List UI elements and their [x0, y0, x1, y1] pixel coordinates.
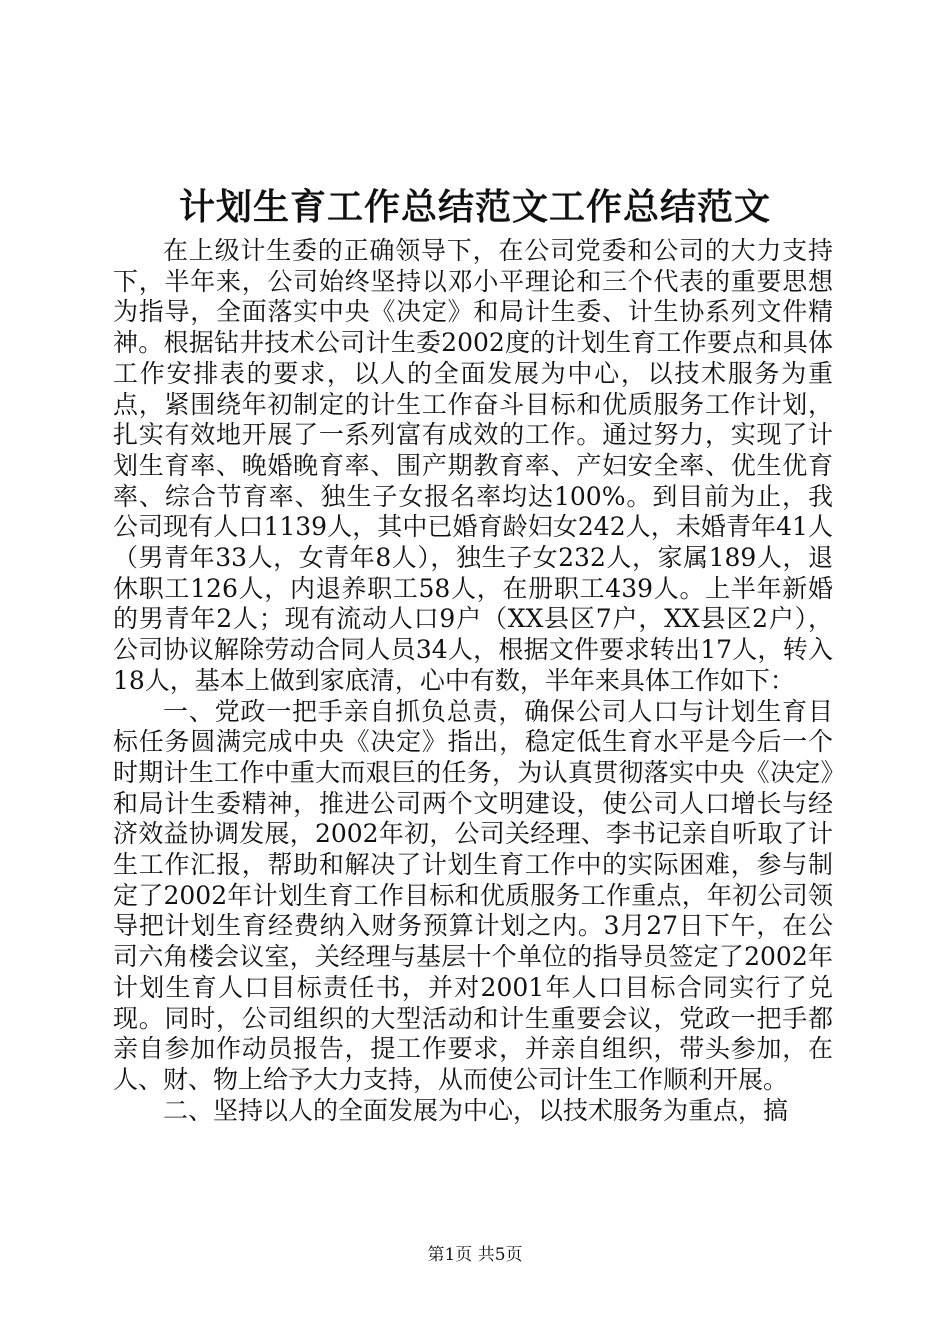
document-body: [113, 236, 833, 1126]
document-title: 计划生育工作总结范文工作总结范文: [178, 186, 771, 228]
page-footer: 第1页 共5页: [427, 1245, 523, 1265]
paragraph-section-two: 二、坚持以人的全面发展为中心，以技术服务为重点，搞: [163, 1095, 789, 1125]
paragraph-section-one: 一、党政一把手亲自抓负总责，确保公司人口与计划生育目标任务圆满完成中央《决定》指出，稳定低生育水平是今后一个时期计生工作中重大而艰巨的任务，为认真贯彻落实中央《决定》和局计生委精神，推进公司两个文明建设，使公司人口增长与经济效益协调发展，2002年初，公司关经理、李书记亲自听取了计生工作汇报，帮助和解决了计划生育工作中的实际困难，参与制定了2002年计划生育工作目标和优质服务工作重点，年初公司领导把计划生育经费纳入财务预算计划之内。3月27日下午，在公司六角楼会议室，关经理与基层十个单位的指导员签定了2002年计划生育人口目标责任书，并对2001年人口目标合同实行了兑现。同时，公司组织的大型活动和计生重要会议，党政一把手都亲自参加作动员报告，提工作要求，并亲自组织，带头参加，在人、财、物上给予大力支持，从而使公司计生工作顺利开展。: [113, 696, 833, 1094]
paragraph-intro: 在上级计生委的正确领导下，在公司党委和公司的大力支持下，半年来，公司始终坚持以邓小平理论和三个代表的重要思想为指导，全面落实中央《决定》和局计生委、计生协系列文件精神。根据钻井技术公司计生委2002度的计划生育工作要点和具体工作安排表的要求，以人的全面发展为中心，以技术服务为重点，紧围绕年初制定的计生工作奋斗目标和优质服务工作计划，扎实有效地开展了一系列富有成效的工作。通过努力，实现了计划生育率、晚婚晚育率、围产期教育率、产妇安全率、优生优育率、综合节育率、独生子女报名率均达100%。到目前为止，我公司现有人口1139人，其中已婚育龄妇女242人，未婚青年41人（男青年33人，女青年8人），独生子女232人，家属189人，退休职工126人，内退养职工58人，在册职工439人。上半年新婚的男青年2人；现有流动人口9户（XX县区7户，XX县区2户），公司协议解除劳动合同人员34人，根据文件要求转出17人，转入18人，基本上做到家底清，心中有数，半年来具体工作如下：: [113, 236, 833, 695]
